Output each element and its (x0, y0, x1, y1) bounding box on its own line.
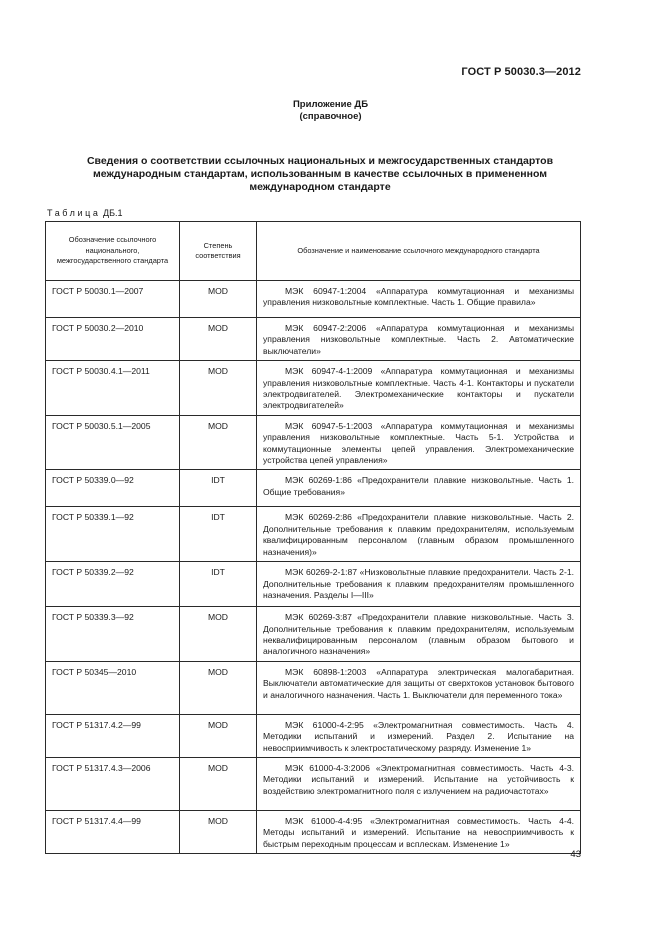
table-row (46, 281, 581, 318)
table-row (46, 661, 581, 714)
cell-degree: IDT (180, 507, 257, 562)
table-caption (47, 208, 123, 218)
table-row (46, 470, 581, 507)
cell-national-standard: ГОСТ Р 50030.2—2010 (46, 318, 180, 361)
cell-international-standard: МЭК 61000-4-3:2006 «Электромагнитная совместимость. Часть 4-3. Методики испытаний и измерений. Испытание на устойчивость к воздействию электромагнитного поля с излучением на радиочастотах» (257, 757, 581, 810)
cell-degree: MOD (180, 714, 257, 757)
table-row (46, 318, 581, 361)
section-title-line: международном стандарте (249, 181, 391, 193)
header-degree: Степень соответствия (180, 222, 257, 281)
reference-table (45, 221, 581, 854)
cell-degree: MOD (180, 415, 257, 470)
cell-national-standard: ГОСТ Р 51317.4.4—99 (46, 810, 180, 853)
appendix-subtitle: (справочное) (299, 111, 362, 122)
cell-national-standard: ГОСТ Р 50030.1—2007 (46, 281, 180, 318)
cell-degree: MOD (180, 361, 257, 416)
cell-national-standard: ГОСТ Р 50030.5.1—2005 (46, 415, 180, 470)
section-title (60, 155, 580, 194)
cell-degree: MOD (180, 607, 257, 662)
cell-national-standard: ГОСТ Р 50030.4.1—2011 (46, 361, 180, 416)
cell-degree: MOD (180, 661, 257, 714)
header-national-standard: Обозначение ссылочного национального, межгосударственного стандарта (46, 222, 180, 281)
cell-degree: MOD (180, 757, 257, 810)
cell-international-standard: МЭК 60269-2:86 «Предохранители плавкие низковольтные. Часть 2. Дополнительные требования к плавким предохранителям, используемым квалифицированным персоналом (главным образом промышленного назначения)» (257, 507, 581, 562)
table-body (46, 281, 581, 854)
table-row (46, 714, 581, 757)
cell-national-standard: ГОСТ Р 50339.0—92 (46, 470, 180, 507)
cell-national-standard: ГОСТ Р 50339.1—92 (46, 507, 180, 562)
appendix-heading (0, 99, 661, 123)
cell-international-standard: МЭК 60898-1:2003 «Аппаратура электрическая малогабаритная. Выключатели автоматические для защиты от сверхтоков установок бытового и аналогичного назначения. Часть 1. Выключатели для переменного тока» (257, 661, 581, 714)
cell-international-standard: МЭК 60947-4-1:2009 «Аппаратура коммутационная и механизмы управления низковольтные комплектные. Часть 4-1. Контакторы и пускатели электродвигателей. Электромеханические контакторы и пускатели электродвигателей» (257, 361, 581, 416)
section-title-line: международным стандартам, использованным в качестве ссылочных в примененном (92, 168, 548, 180)
cell-international-standard: МЭК 60269-1:86 «Предохранители плавкие низковольтные. Часть 1. Общие требования» (257, 470, 581, 507)
cell-national-standard: ГОСТ Р 50339.2—92 (46, 562, 180, 607)
table-caption-number: ДБ.1 (103, 208, 123, 218)
table-row (46, 757, 581, 810)
table-row (46, 361, 581, 416)
cell-national-standard: ГОСТ Р 50345—2010 (46, 661, 180, 714)
cell-international-standard: МЭК 60947-2:2006 «Аппаратура коммутационная и механизмы управления низковольтные комплектные. Часть 2. Автоматические выключатели» (257, 318, 581, 361)
table-row (46, 507, 581, 562)
cell-national-standard: ГОСТ Р 50339.3—92 (46, 607, 180, 662)
cell-international-standard: МЭК 61000-4-2:95 «Электромагнитная совместимость. Часть 4. Методики испытаний и измерений. Раздел 2. Испытание на невосприимчивость к электростатическому разряду. Изменение 1» (257, 714, 581, 757)
table-caption-word: Таблица (47, 208, 101, 218)
cell-degree: MOD (180, 810, 257, 853)
table-header-row (46, 222, 581, 281)
cell-international-standard: МЭК 61000-4-4:95 «Электромагнитная совместимость. Часть 4-4. Методы испытаний и измерений. Испытание на невосприимчивость к быстрым переходным процессам и всплескам. Изменение 1» (257, 810, 581, 853)
cell-international-standard: МЭК 60269-3:87 «Предохранители плавкие низковольтные. Часть 3. Дополнительные требования к плавким предохранителям, используемым неквалифицированным персоналом (главным образом бытового и аналогичного назначения» (257, 607, 581, 662)
cell-national-standard: ГОСТ Р 51317.4.3—2006 (46, 757, 180, 810)
appendix-title: Приложение ДБ (292, 99, 369, 110)
section-title-line: Сведения о соответствии ссылочных национальных и межгосударственных стандартов (86, 155, 554, 167)
page-number: 43 (570, 849, 581, 860)
cell-degree: IDT (180, 562, 257, 607)
cell-international-standard: МЭК 60947-1:2004 «Аппаратура коммутационная и механизмы управления низковольтные комплектные. Часть 1. Общие правила» (257, 281, 581, 318)
header-international-standard: Обозначение и наименование ссылочного международного стандарта (257, 222, 581, 281)
cell-degree: MOD (180, 281, 257, 318)
cell-degree: MOD (180, 318, 257, 361)
table-row (46, 810, 581, 853)
table-row (46, 415, 581, 470)
table-row (46, 562, 581, 607)
cell-international-standard: МЭК 60947-5-1:2003 «Аппаратура коммутационная и механизмы управления низковольтные комплектные. Часть 5-1. Устройства и коммутационные элементы цепей управления. Электромеханические устройства цепей управления» (257, 415, 581, 470)
cell-international-standard: МЭК 60269-2-1:87 «Низковольтные плавкие предохранители. Часть 2-1. Дополнительные требования к плавким предохранителям промышленного назначения. Разделы I—III» (257, 562, 581, 607)
table-row (46, 607, 581, 662)
cell-degree: IDT (180, 470, 257, 507)
document-code: ГОСТ Р 50030.3—2012 (461, 66, 581, 78)
cell-national-standard: ГОСТ Р 51317.4.2—99 (46, 714, 180, 757)
